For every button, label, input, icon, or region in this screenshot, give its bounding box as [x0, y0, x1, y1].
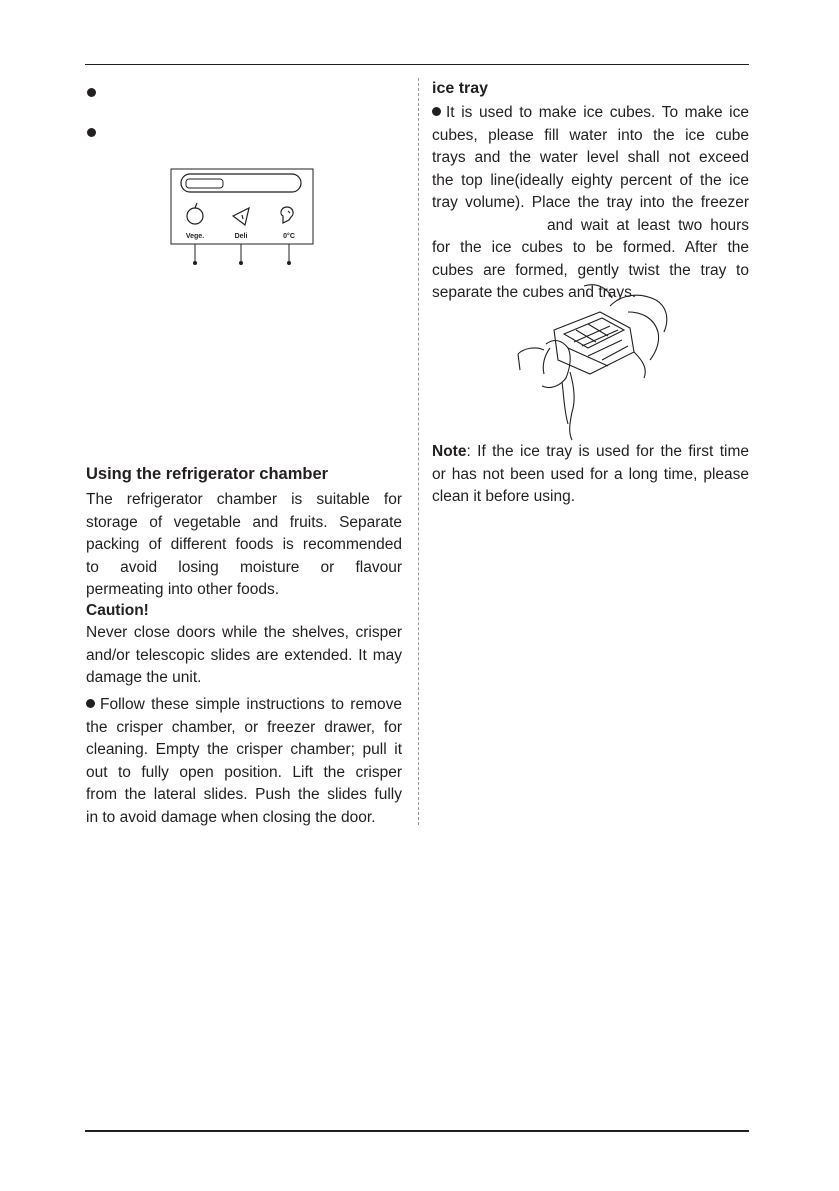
ice-tray-line: separate the cubes and trays.	[432, 284, 637, 301]
note-line: or has not been used for a long time, please	[432, 465, 749, 483]
instructions-line: from the lateral slides. Push the slides fully	[86, 786, 402, 803]
section-title-refrigerator: Using the refrigerator chamber	[86, 465, 329, 483]
panel-display-slot	[181, 174, 301, 192]
intro-line: packing of different foods is recommended	[86, 536, 402, 553]
vege-label: Vege.	[185, 233, 205, 240]
twist-arrow-top	[584, 285, 612, 298]
deli-icon	[233, 208, 249, 225]
footer-rule	[85, 1130, 749, 1132]
panel-display-indicator	[186, 179, 223, 188]
note-label: Note	[432, 443, 467, 460]
bullet-2	[87, 128, 96, 137]
ice-tray-line: and wait at least two hours	[547, 216, 749, 234]
caution-line: and/or telescopic slides are extended. It may	[86, 646, 402, 664]
section-title-ice-tray: ice tray	[432, 80, 489, 97]
instructions-line: cleaning. Empty the crisper chamber; pull it	[86, 741, 402, 758]
deli-leader-dot	[239, 261, 243, 265]
intro-line: to avoid losing moisture or flavour	[86, 558, 402, 576]
vege-leader-dot	[193, 261, 197, 265]
instructions-line: Follow these simple instructions to remove	[86, 694, 402, 717]
zero-label: 0°C	[283, 233, 295, 240]
intro-line: storage of vegetable and fruits. Separate	[86, 513, 402, 531]
ice-tray-twist-illustration	[510, 282, 680, 442]
caution-title: Caution!	[86, 602, 149, 619]
caution-line: damage the unit.	[86, 669, 202, 686]
zero-leader-dot	[287, 261, 291, 265]
intro-line: The refrigerator chamber is suitable for	[86, 491, 402, 508]
ice-tray-line: cubes, please fill water into the ice cube	[432, 126, 749, 144]
twist-arrow-left	[518, 348, 544, 354]
instructions-line: the crisper chamber, or freezer drawer, for	[86, 718, 402, 736]
deli-label: Deli	[234, 233, 248, 240]
refrigerator-intro	[86, 489, 402, 602]
instructions-line: out to fully open position. Lift the crisper	[86, 763, 402, 781]
bullet-1	[87, 88, 96, 97]
note-text	[432, 441, 749, 509]
note-line: clean it before using.	[432, 488, 576, 505]
caution-text	[86, 622, 402, 690]
ice-tray-line: the top line(ideally eighty percent of the ice	[432, 171, 749, 189]
ice-tray-line: tray volume). Place the tray into the freezer	[432, 194, 749, 211]
ice-tray-line: cubes are formed, gently twist the tray to	[432, 261, 749, 279]
caution-line: Never close doors while the shelves, crisper	[86, 624, 402, 641]
ice-tray-text	[432, 102, 749, 305]
instructions-line: in to avoid damage when closing the door.	[86, 808, 376, 826]
note-line: Note: If the ice tray is used for the first time	[432, 443, 749, 460]
bullet-3	[86, 699, 95, 708]
bullet-4	[432, 107, 441, 116]
vege-icon	[187, 203, 203, 224]
crisper-instructions	[86, 694, 402, 829]
intro-line: permeating into other foods.	[86, 581, 280, 598]
ice-tray-line: for the ice cubes to be formed. After the	[432, 239, 749, 256]
control-panel-diagram	[85, 160, 415, 270]
zero-degree-icon	[281, 207, 293, 223]
column-divider	[418, 78, 419, 825]
header-rule	[85, 64, 749, 65]
ice-tray-line: It is used to make ice cubes. To make ice	[432, 102, 749, 125]
ice-tray-line: trays and the water level shall not exceed	[432, 149, 749, 166]
